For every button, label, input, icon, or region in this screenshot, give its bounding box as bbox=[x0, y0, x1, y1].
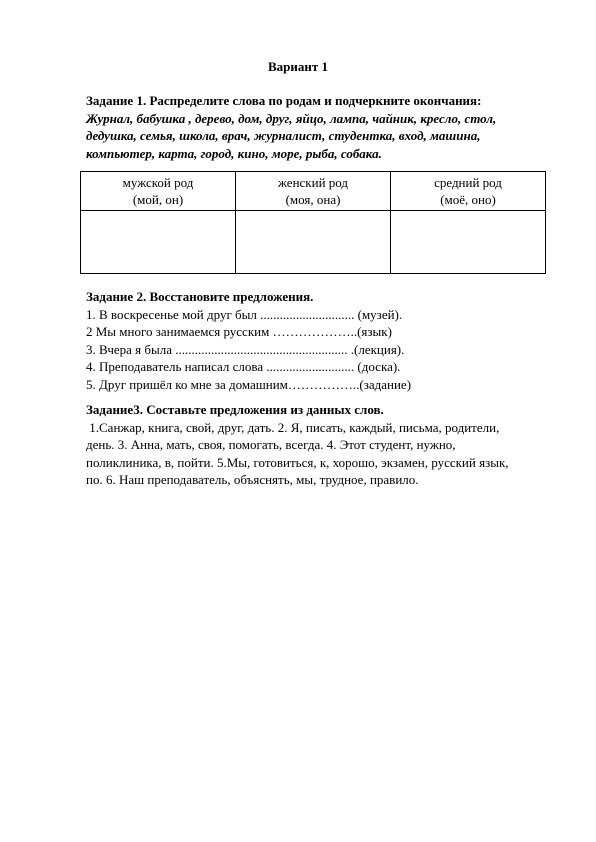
feminine-label: женский род bbox=[277, 175, 349, 190]
masculine-answer-cell[interactable] bbox=[81, 211, 236, 274]
task2-item-2: 2 Мы много занимаемся русским ………………..(язык) bbox=[86, 324, 392, 339]
task3-line-4: по. 6. Наш преподаватель, объяснять, мы, трудное, правило. bbox=[86, 472, 419, 487]
neuter-pronouns: (моё, оно) bbox=[440, 192, 496, 207]
feminine-pronouns: (моя, она) bbox=[285, 192, 341, 207]
task3-heading: Задание3. Составьте предложения из данных слов. bbox=[86, 402, 384, 417]
task3-line-2: день. 3. Анна, мать, своя, помогать, всегда. 4. Этот студент, нужно, bbox=[86, 437, 456, 452]
task2-heading: Задание 2. Восстановите предложения. bbox=[86, 289, 314, 304]
task3-line-1: 1.Санжар, книга, свой, друг, дать. 2. Я, писать, каждый, письма, родители, bbox=[86, 419, 500, 435]
masculine-header-cell bbox=[81, 172, 236, 211]
neuter-label: средний род bbox=[434, 175, 502, 190]
task3-line-3: поликлиника, в, пойти. 5.Мы, готовиться, к, хорошо, экзамен, русский язык, bbox=[86, 454, 509, 470]
gender-table-header-row bbox=[81, 172, 546, 211]
task2-item-5: 5. Друг пришёл ко мне за домашним……………..(задание) bbox=[86, 376, 412, 392]
task2-item-4: 4. Преподаватель написал слова ........................... (доска). bbox=[86, 359, 401, 374]
gender-table bbox=[80, 171, 546, 274]
task1-heading: Задание 1. Распределите слова по родам и подчеркните окончания: bbox=[86, 93, 482, 108]
gender-table-answer-row bbox=[81, 211, 546, 274]
variant-title: Вариант 1 bbox=[267, 59, 329, 74]
task1-words-line-2: дедушка, семья, школа, врач, журналист, студентка, вход, машина, bbox=[86, 128, 481, 143]
task2-section bbox=[86, 288, 556, 393]
task3-section bbox=[86, 401, 556, 489]
masculine-pronouns: (мой, он) bbox=[132, 192, 184, 207]
task1-words-line-1: Журнал, бабушка , дерево, дом, друг, яйцо, лампа, чайник, кресло, стол, bbox=[86, 110, 497, 126]
neuter-header-cell bbox=[391, 172, 546, 211]
task2-item-3: 3. Вчера я была ..................................................... .(лекция). bbox=[86, 341, 405, 357]
neuter-answer-cell[interactable] bbox=[391, 211, 546, 274]
task2-item-1: 1. В воскресенье мой друг был ............................. (музей). bbox=[86, 306, 403, 322]
feminine-header-cell bbox=[236, 172, 391, 211]
task1-section bbox=[86, 92, 556, 162]
feminine-answer-cell[interactable] bbox=[236, 211, 391, 274]
task1-words-line-3: компьютер, карта, город, кино, море, рыба, собака. bbox=[86, 145, 382, 161]
masculine-label: мужской род bbox=[122, 175, 194, 190]
